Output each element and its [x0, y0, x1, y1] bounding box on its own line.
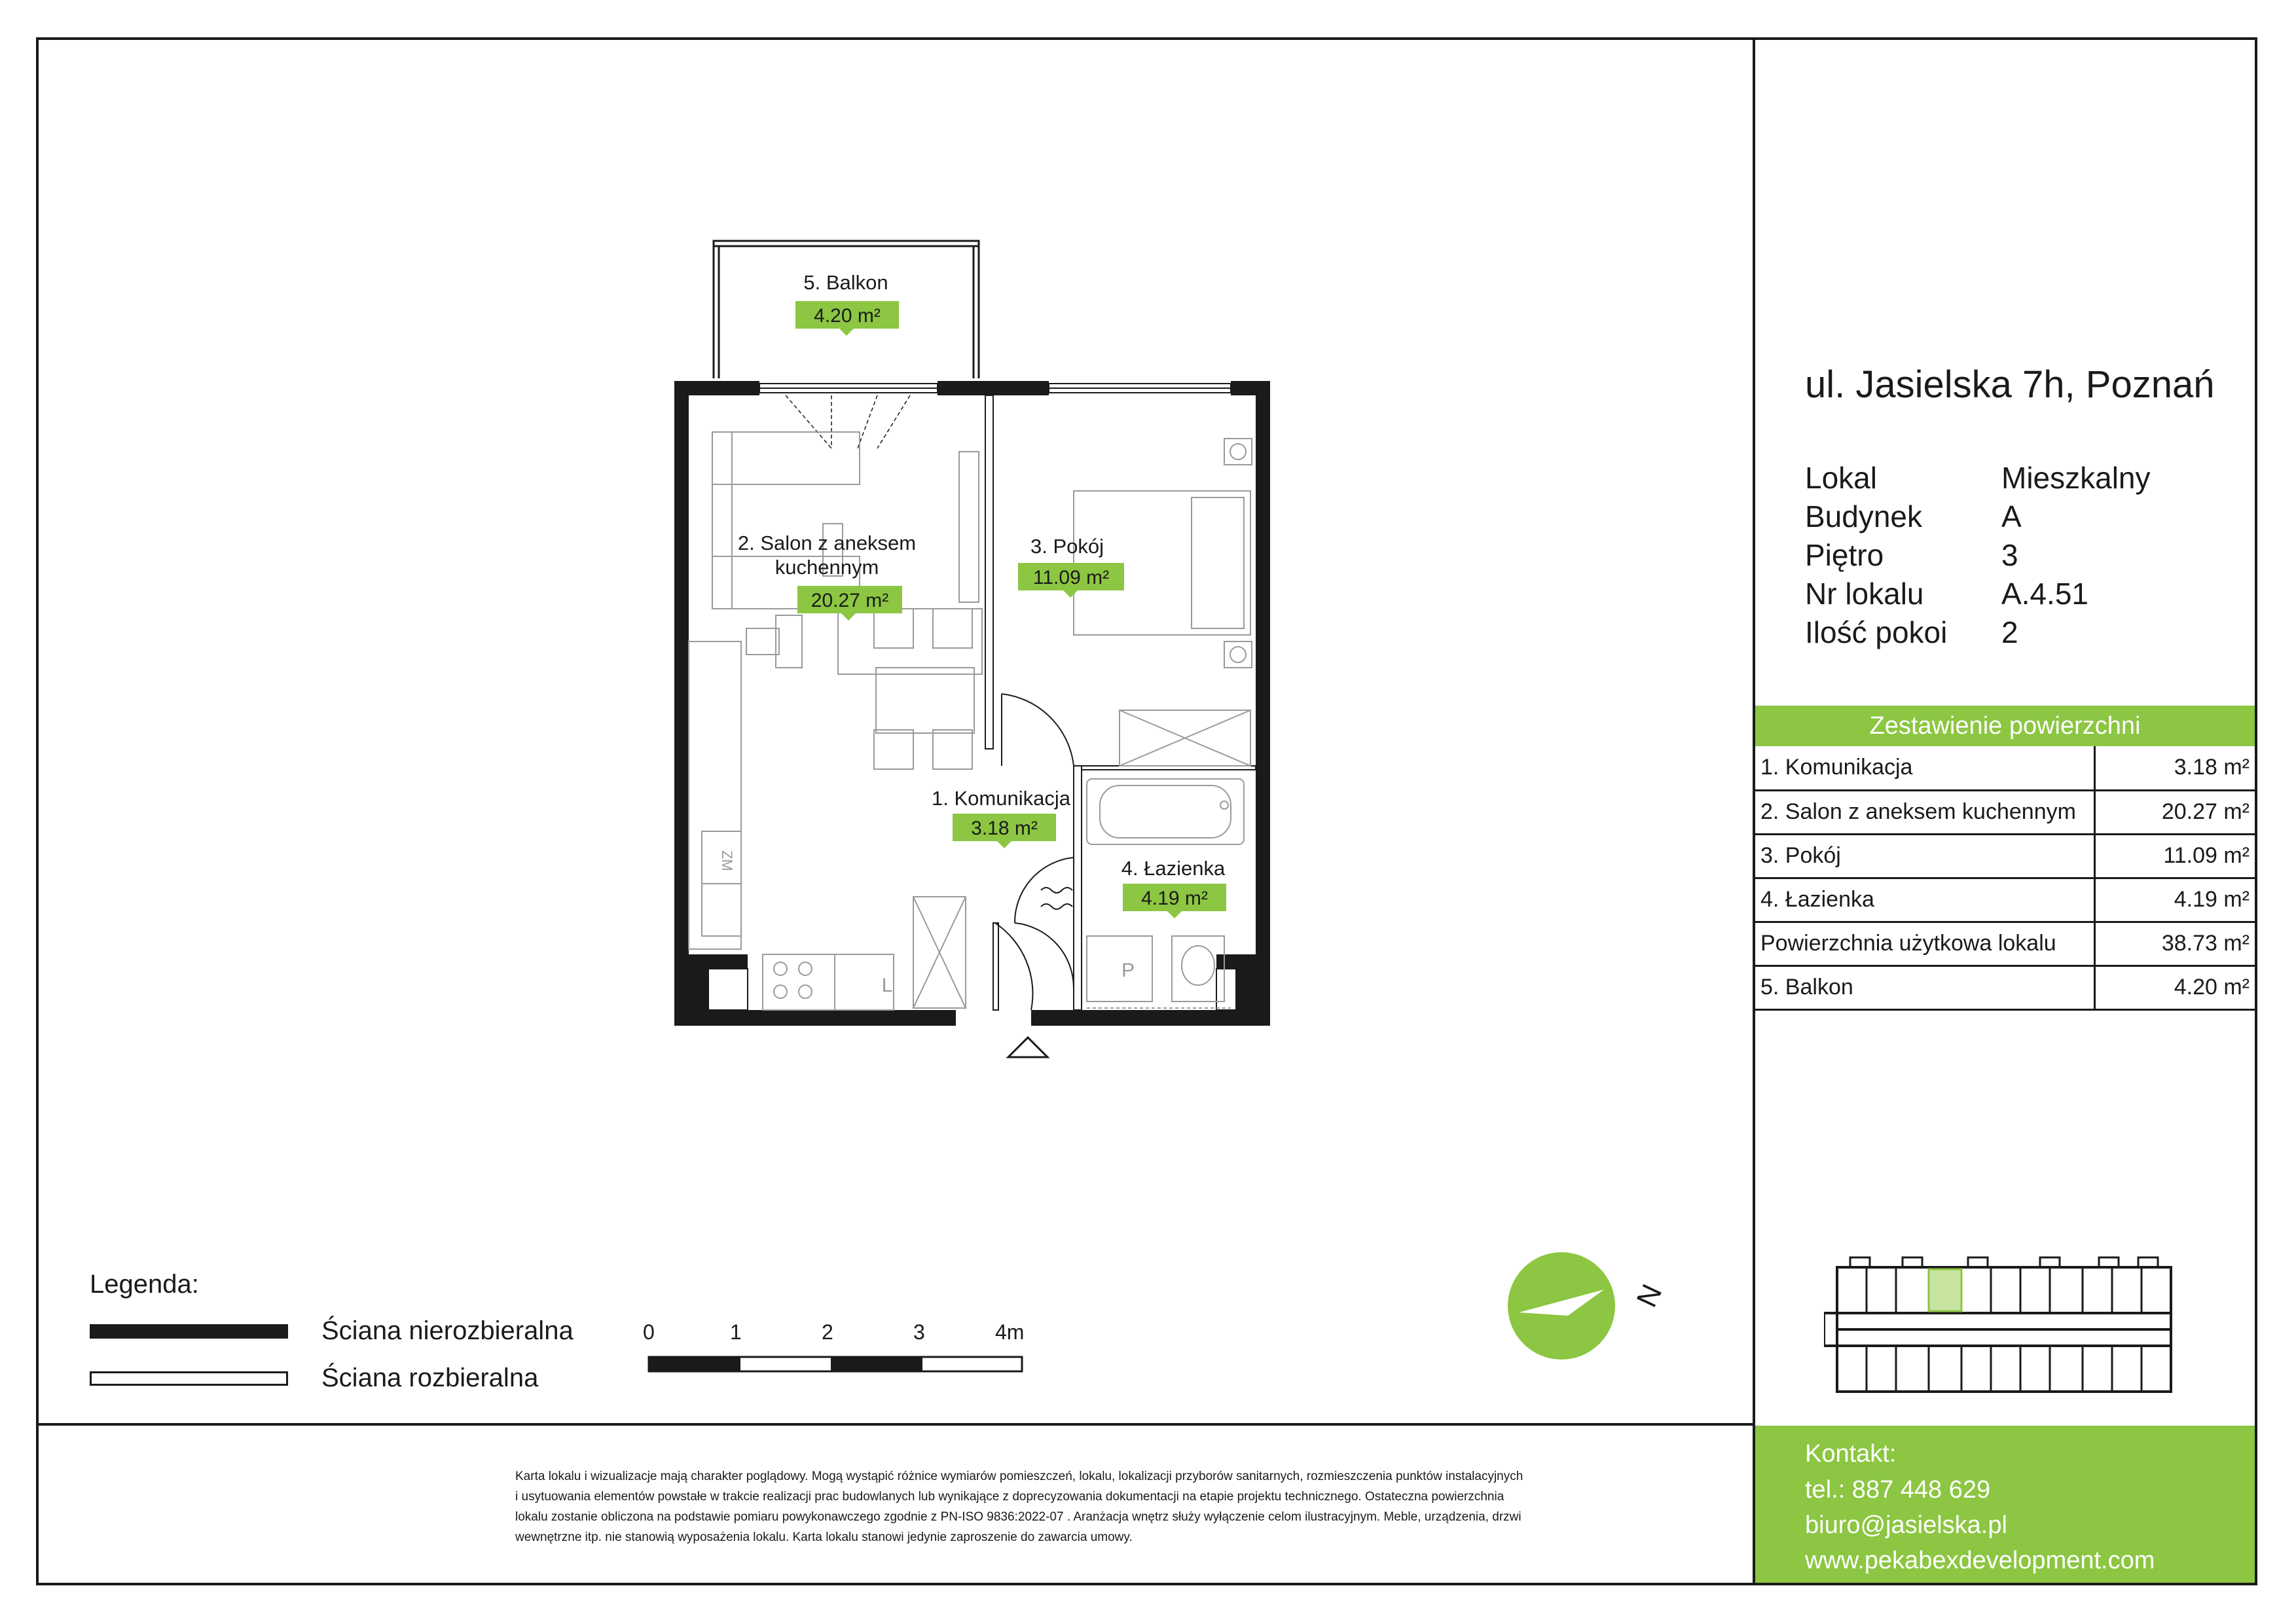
summary-room-name: 4. Łazienka — [1755, 878, 2094, 922]
disclaimer-line: i usytuowania elementów powstałe w trakcie realizacji prac budowlanych lub wynikające z doprecyzowania dokumentacji na etapie projektu technicznego. Ostateczna powierzchnia — [515, 1490, 1504, 1504]
table-row — [1755, 746, 2255, 790]
table-row — [1755, 922, 2255, 965]
summary-header: Zestawienie powierzchni — [1755, 706, 2255, 746]
legend-removable-label: Ściana rozbieralna — [321, 1363, 539, 1392]
scale-bar — [638, 1321, 1031, 1386]
compass-n-label: N — [1630, 1279, 1669, 1312]
info-label: Budynek — [1805, 499, 1923, 533]
disclaimer-line: lokalu zostanie obliczona na podstawie pomiaru powykonawczego zgodnie z PN-ISO 9836:2022-07 . Aranżacja wnętrz służy wyłączenie celom ilustracyjnym. Meble, urządzenia, drzwi — [515, 1510, 1522, 1524]
scale-tick-3: 3 — [913, 1321, 925, 1344]
info-value: A — [2001, 499, 2022, 533]
furniture — [689, 432, 982, 1010]
contact-website[interactable]: www.pekabexdevelopment.com — [1805, 1547, 2155, 1574]
area-badge-pokoj: 11.09 m² — [1032, 567, 1110, 588]
balcony-doors — [786, 395, 910, 448]
info-value: 2 — [2001, 615, 2018, 649]
summary-room-area: 4.20 m² — [2094, 965, 2255, 1009]
info-label: Nr lokalu — [1805, 577, 1924, 611]
info-label: Ilość pokoi — [1805, 615, 1948, 649]
disclaimer — [515, 1466, 1713, 1547]
area-badge-lazienka: 4.19 m² — [1141, 888, 1208, 909]
room-label-pokoj: 3. Pokój — [1030, 535, 1104, 558]
fixture-zm-label: ZM — [719, 850, 735, 871]
load-bearing-walls — [674, 381, 1270, 1026]
contact-box — [1755, 1426, 2255, 1583]
summary-room-name: 1. Komunikacja — [1755, 746, 2094, 790]
floor-plan — [655, 229, 1322, 1080]
summary-room-name: 3. Pokój — [1755, 834, 2094, 878]
room-label-salon-line2: kuchennym — [774, 556, 879, 579]
scale-tick-0: 0 — [643, 1321, 655, 1344]
room-label-salon-line1: 2. Salon z aneksem — [737, 532, 917, 554]
summary-room-area: 20.27 m² — [2094, 790, 2255, 834]
info-label: Piętro — [1805, 538, 1884, 572]
summary-room-area: 38.73 m² — [2094, 922, 2255, 965]
summary-room-name: 5. Balkon — [1755, 965, 2094, 1009]
info-value: 3 — [2001, 538, 2018, 572]
info-panel — [1755, 40, 2255, 1583]
disclaimer-line: Karta lokalu i wizualizacje mają charakter poglądowy. Mogą wystąpić różnice wymiarów pomieszczeń, lokalu, lokalizacji przyborów sanitarnych, rozmieszczenia punktów instalacyjnych — [515, 1470, 1523, 1483]
ventilation-icon — [1041, 888, 1072, 909]
disclaimer-line: wewnętrzne itp. nie stanowią wyposażenia lokalu. Karta lokalu stanowi jedynie zaproszenie do zawarcia umowy. — [515, 1530, 1133, 1544]
fixture-l-label: L — [881, 975, 893, 996]
contact-email[interactable]: biuro@jasielska.pl — [1805, 1511, 2007, 1539]
table-row — [1755, 790, 2255, 834]
summary-room-name: Powierzchnia użytkowa lokalu — [1755, 922, 2094, 965]
legend-title: Legenda: — [90, 1270, 199, 1299]
legend-load-bearing-label: Ściana nierozbieralna — [321, 1316, 574, 1345]
area-badge-salon: 20.27 m² — [811, 590, 889, 611]
table-row — [1755, 878, 2255, 922]
room-label-balkon: 5. Balkon — [803, 271, 888, 294]
fixture-p-label: P — [1121, 960, 1135, 981]
room-label-komunikacja: 1. Komunikacja — [932, 787, 1070, 810]
area-badge-balkon: 4.20 m² — [814, 305, 881, 327]
doors — [995, 694, 1074, 1010]
summary-room-area: 11.09 m² — [2094, 834, 2255, 878]
building-key-plan — [1824, 1251, 2184, 1415]
room-label-lazienka: 4. Łazienka — [1121, 857, 1226, 880]
info-value: Mieszkalny — [2001, 461, 2151, 495]
summary-room-area: 3.18 m² — [2094, 746, 2255, 790]
highlighted-unit — [1929, 1269, 1961, 1311]
table-row — [1755, 834, 2255, 878]
contact-phone[interactable]: tel.: 887 448 629 — [1805, 1476, 1991, 1504]
footer-divider — [36, 1423, 1754, 1426]
contact-title: Kontakt: — [1805, 1440, 1897, 1468]
entrance-arrow-icon — [1008, 1038, 1048, 1057]
info-label: Lokal — [1805, 461, 1877, 495]
scale-tick-2: 2 — [822, 1321, 833, 1344]
address-title: ul. Jasielska 7h, Poznań — [1805, 363, 2215, 406]
summary-room-name: 2. Salon z aneksem kuchennym — [1755, 790, 2094, 834]
summary-table — [1755, 746, 2255, 1011]
scale-tick-4: 4m — [995, 1321, 1025, 1344]
removable-walls — [985, 395, 1256, 1010]
legend-swatch-solid — [90, 1324, 288, 1339]
area-badge-komunikacja: 3.18 m² — [971, 818, 1038, 839]
legend-swatch-outline — [90, 1371, 288, 1386]
summary-room-area: 4.19 m² — [2094, 878, 2255, 922]
compass — [1506, 1250, 1676, 1368]
info-value: A.4.51 — [2001, 577, 2088, 611]
table-row — [1755, 965, 2255, 1009]
scale-tick-1: 1 — [730, 1321, 742, 1344]
